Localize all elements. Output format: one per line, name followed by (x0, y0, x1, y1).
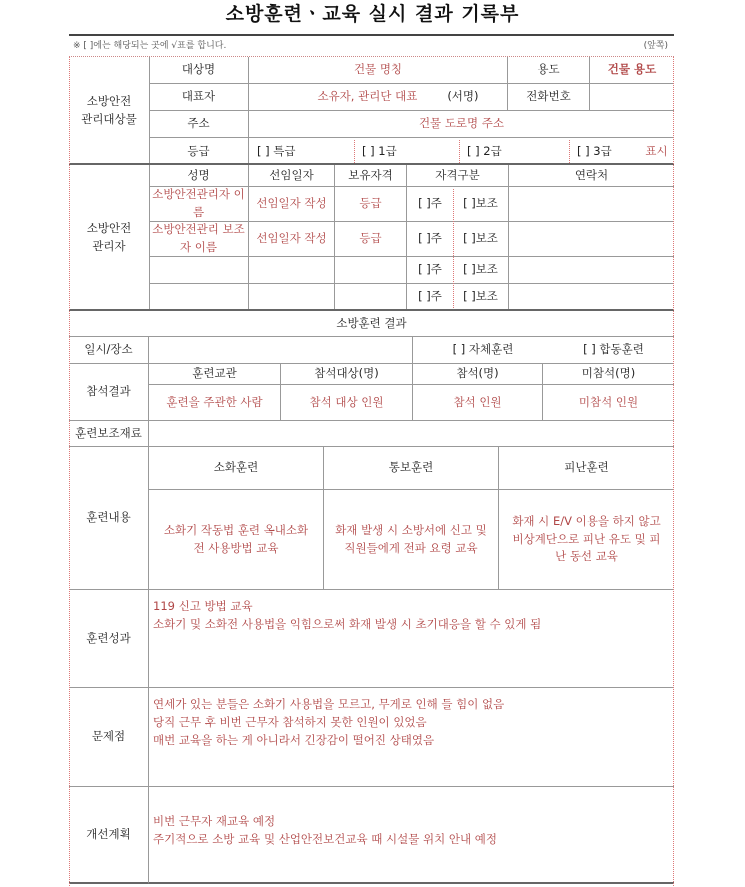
problem-line: 당직 근무 후 비번 근무자 참석하지 못한 인원이 있었음 (153, 714, 427, 729)
materials-field[interactable] (149, 421, 674, 447)
grade-2-checkbox[interactable]: [ ] 2급 (467, 143, 502, 158)
self-training-checkbox[interactable]: [ ] 자체훈련 (413, 337, 553, 364)
problem-line: 연세가 있는 분들은 소화기 사용법을 모르고, 무게로 인해 들 힘이 없음 (153, 697, 505, 711)
manager-row-2-date[interactable] (249, 257, 335, 284)
problem-line: 매번 교육을 하는 게 아니라서 긴장감이 떨어진 상태였음 (153, 732, 435, 747)
facility-phone-label: 전화번호 (508, 84, 590, 111)
sheet-right-border (673, 57, 674, 886)
facility-phone-field[interactable] (590, 84, 674, 111)
grade-divider-3 (569, 140, 570, 163)
page-title: 소방훈련ㆍ교육 실시 결과 기록부 (225, 3, 520, 25)
manager-row-0-sub-checkbox[interactable]: [ ]보조 (453, 187, 509, 222)
plan-line: 비번 근무자 재교육 예정 (153, 814, 276, 828)
manager-row-2-sub-checkbox[interactable]: [ ]보조 (453, 257, 509, 284)
att-header-present: 참석(명) (413, 364, 543, 385)
manager-row-3-date[interactable] (249, 284, 335, 310)
result-heading: 소방훈련 결과 (69, 311, 674, 337)
manager-row-0-contact[interactable] (509, 187, 674, 222)
facility-use-field[interactable]: 건물 용도 (590, 57, 674, 84)
page-side-label: (앞쪽) (643, 41, 668, 51)
manager-row-0-license[interactable]: 등급 (335, 187, 407, 222)
plan-field[interactable] (149, 787, 674, 884)
manager-row-0-name[interactable]: 소방안전관리자 이름 (149, 187, 249, 222)
manager-row-3-sub-checkbox[interactable]: [ ]보조 (453, 284, 509, 310)
facility-rep-label: 대표자 (149, 84, 249, 111)
content-evac-field[interactable]: 화재 시 E/V 이용을 하지 않고 비상계단으로 피난 유도 및 피난 동선 교육 (499, 490, 674, 590)
facility-rep-field[interactable]: 소유자, 관리단 대표 (317, 89, 418, 104)
content-header-report: 통보훈련 (324, 447, 499, 490)
content-header-fire: 소화훈련 (149, 447, 324, 490)
grade-note: 표시 (645, 143, 668, 158)
manager-row-1-sub-checkbox[interactable]: [ ]보조 (453, 222, 509, 257)
att-absent-field[interactable]: 미참석 인원 (543, 385, 674, 421)
facility-sign-label: (서명) (447, 89, 479, 104)
att-target-field[interactable]: 참석 대상 인원 (281, 385, 413, 421)
manager-header-type: 자격구분 (407, 165, 509, 187)
att-present-field[interactable]: 참석 인원 (413, 385, 543, 421)
manager-row-1-contact[interactable] (509, 222, 674, 257)
grade-1-checkbox[interactable]: [ ] 1급 (362, 143, 397, 158)
manager-row-2-contact[interactable] (509, 257, 674, 284)
manager-header-license: 보유자격 (335, 165, 407, 187)
manager-row-2-main-checkbox[interactable]: [ ]주 (407, 257, 453, 284)
datetime-label: 일시/장소 (69, 337, 149, 364)
manager-section-label-line1: 소방안전 (86, 220, 132, 235)
attendance-label: 참석결과 (69, 364, 149, 421)
manager-row-2-license[interactable] (335, 257, 407, 284)
manager-row-1-main-checkbox[interactable]: [ ]주 (407, 222, 453, 257)
record-sheet (69, 57, 674, 886)
plan-line: 주기적으로 소방 교육 및 산업안전보건교육 때 시설물 위치 안내 예정 (153, 831, 497, 846)
manager-header-contact: 연락처 (509, 165, 674, 187)
manager-row-2-name[interactable] (149, 257, 249, 284)
problem-label: 문제점 (69, 688, 149, 787)
manager-section-label (69, 165, 149, 310)
content-header-evac: 피난훈련 (499, 447, 674, 490)
type-divider (453, 189, 454, 308)
grade-divider-2 (459, 140, 460, 163)
facility-name-field[interactable]: 건물 명칭 (249, 57, 508, 84)
manager-row-1-name[interactable]: 소방안전관리 보조자 이름 (149, 222, 249, 257)
joint-training-checkbox[interactable]: [ ] 합동훈련 (553, 337, 674, 364)
facility-addr-field[interactable]: 건물 도로명 주소 (249, 111, 674, 138)
outcome-line: 119 신고 방법 교육 (153, 599, 253, 613)
facility-rep-cell (249, 84, 508, 111)
outcome-label: 훈련성과 (69, 590, 149, 688)
facility-section-label-line2: 관리대상물 (81, 112, 137, 126)
manager-row-1-license[interactable]: 등급 (335, 222, 407, 257)
facility-use-label: 용도 (508, 57, 590, 84)
content-label: 훈련내용 (69, 447, 149, 590)
manager-row-3-contact[interactable] (509, 284, 674, 310)
manager-row-0-date[interactable]: 선임일자 작성 (249, 187, 335, 222)
manager-section-label-line2: 관리자 (92, 238, 126, 253)
manager-row-3-license[interactable] (335, 284, 407, 310)
facility-grade-label: 등급 (149, 138, 249, 165)
manager-row-3-name[interactable] (149, 284, 249, 310)
content-fire-field[interactable]: 소화기 작동법 훈련 옥내소화전 사용방법 교육 (149, 490, 324, 590)
att-header-officer: 훈련교관 (149, 364, 281, 385)
grade-divider-1 (354, 140, 355, 163)
manager-row-1-date[interactable]: 선임일자 작성 (249, 222, 335, 257)
facility-name-label: 대상명 (149, 57, 249, 84)
outcome-line: 소화기 및 소화전 사용법을 익힘으로써 화재 발생 시 초기대응을 할 수 있게 됨 (153, 616, 542, 631)
att-header-absent: 미참석(명) (543, 364, 674, 385)
sheet-left-border (69, 57, 70, 886)
notice-text: ※ [ ]에는 해당되는 곳에 √표를 합니다. (73, 41, 227, 51)
grade-3-checkbox[interactable]: [ ] 3급 (577, 143, 612, 158)
facility-section-label-line1: 소방안전 (86, 94, 132, 109)
facility-addr-label: 주소 (149, 111, 249, 138)
materials-label: 훈련보조재료 (69, 421, 149, 447)
manager-row-0-main-checkbox[interactable]: [ ]주 (407, 187, 453, 222)
plan-label: 개선계획 (69, 787, 149, 884)
att-officer-field[interactable]: 훈련을 주관한 사람 (149, 385, 281, 421)
content-report-field[interactable]: 화재 발생 시 소방서에 신고 및 직원들에게 전파 요령 교육 (324, 490, 499, 590)
datetime-field[interactable] (149, 337, 413, 364)
facility-section-label (69, 57, 149, 165)
notice-bar (69, 36, 674, 57)
grade-special-checkbox[interactable]: [ ] 특급 (257, 143, 296, 158)
outcome-field[interactable] (149, 590, 674, 688)
manager-header-name: 성명 (149, 165, 249, 187)
problem-field[interactable] (149, 688, 674, 787)
att-header-target: 참석대상(명) (281, 364, 413, 385)
manager-row-3-main-checkbox[interactable]: [ ]주 (418, 289, 442, 304)
manager-header-date: 선임일자 (249, 165, 335, 187)
